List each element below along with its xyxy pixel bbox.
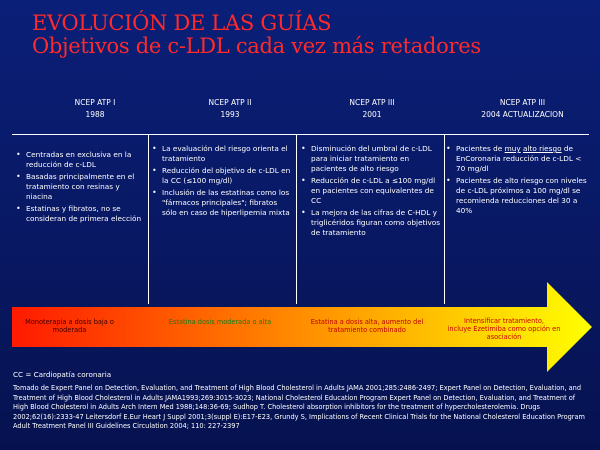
column-atp2-content [150,144,292,220]
list-item: • Pacientes de alto riesgo con niveles de c-LDL próximos a 100 mg/dl se recomienda reducciones del 30 a 40% [444,176,590,216]
column-header-year: 1993 [220,110,240,119]
references: Tomado de Expert Panel on Detection, Evaluation, and Treatment of High Blood Cholesterol in Adults JAMA 2001;285:2486-2497; Expert Panel on Detection, Evaluation, and Treatment of High Blood Cholesterol in Adults JAMA1993;269:3015-3023; National Cholesterol Education Program Expert Panel on Detection, Evaluation, and Treatment of High Blood Cholesterol in Adults Arch Intern Med 1988;148:36-69; Sudhop T. Cholesterol absorption inhibitors for the treatment of hypercholesterolemia. Drugs 2002;62(16):2333-47 Leitersdorf E.Eur Heart J Suppl 2001;3(suppl E):E17-E23, Grundy S, Implications of Recent Clinical Trials for the National Cholesterol Education Program Adult Treatment Panel III Guidelines Circulation 2004; 110: 227-2397 [13,384,585,430]
list-item: • Basadas principalmente en el tratamiento con resinas y niacina [14,172,144,202]
list-item: • Centradas en exclusiva en la reducción de c-LDL [14,150,144,170]
abbreviation-note: CC = Cardiopatía coronaria [13,370,112,379]
list-item: • Reducción de c-LDL a ≤100 mg/dl en pacientes con equivalentes de CC [299,176,441,206]
title-line-1: EVOLUCIÓN DE LAS GUÍAS [32,11,332,35]
arrow-label-monotherapy: Monoterapia a dosis baja o moderada [25,318,114,334]
column-header-atp1 [35,97,155,121]
arrow-label-intensify [444,317,564,341]
emphasis-text: alto riesgo [523,144,562,153]
column-atp1-content [14,150,144,226]
list-item: • Inclusión de las estatinas como los "fármacos principales"; fibratos sólo en caso de hiperlipemia mixta [150,188,292,218]
title-line-2: Objetivos de c-LDL cada vez más retadores [32,34,481,58]
table-divider-vertical [296,134,297,304]
column-header-name: NCEP ATP III [499,98,546,107]
list-item-text: Pacientes de [456,144,505,153]
column-header-atp3-2004 [450,97,595,121]
column-header-year: 2004 ACTUALIZACION [481,110,564,119]
column-header-name: NCEP ATP III [349,98,395,107]
column-atp3-2004-content [444,144,590,218]
column-header-name: NCEP ATP II [208,98,252,107]
arrow-label-statin-moderate: Estatina dosis moderada o alta [168,318,272,326]
list-item-text: de EnCoronaria reducción de c-LDL < 70 mg/dl [456,144,582,173]
column-atp3-content [299,144,441,240]
table-divider-vertical [148,134,149,304]
column-header-name: NCEP ATP I [74,98,116,107]
emphasis-text: muy [504,144,521,153]
table-divider-horizontal [12,134,589,135]
column-header-year: 2001 [362,110,382,119]
arrow-label-line: Intensificar tratamiento, [463,317,544,325]
arrow-label-statin-high: Estatina a dosis alta, aumento del tratamiento combinado [310,318,424,334]
list-item [444,144,590,174]
list-item: • La mejora de las cifras de C-HDL y triglicéridos figuran como objetivos de tratamiento [299,208,441,238]
list-item: • Estatinas y fibratos, no se consideran de primera elección [14,204,144,224]
list-item: • Disminución del umbral de c-LDL para iniciar tratamiento en pacientes de alto riesgo [299,144,441,174]
arrow-label-line: incluye Ezetimiba como opción en asociación [447,325,561,341]
list-item: • Reducción del objetivo de c-LDL en la CC (≤100 mg/dl) [150,166,292,186]
slide-title [32,12,481,58]
column-header-atp3 [312,97,432,121]
list-item: • La evaluación del riesgo orienta el tratamiento [150,144,292,164]
column-header-year: 1988 [85,110,105,119]
column-header-atp2 [170,97,290,121]
